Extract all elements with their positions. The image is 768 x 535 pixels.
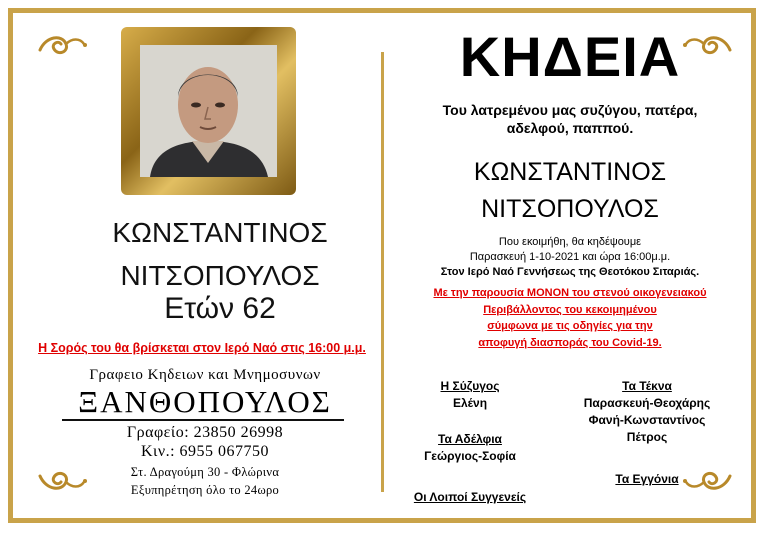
covid-line-3: σύμφωνα με τις οδηγίες για την	[487, 320, 653, 332]
phones	[45, 423, 365, 461]
children-line-1: Παρασκευή-Θεοχάρης	[583, 396, 711, 410]
name-line-2: ΝΙΤΣΟΠΟΥΛΟΣ	[481, 195, 659, 223]
brand-name: ΞΑΝΘΟΠΟΥΛΟΣ	[78, 384, 332, 419]
brand-underline	[62, 419, 344, 421]
portrait-photo	[140, 45, 277, 177]
funeral-details	[405, 235, 735, 265]
church: Στον Ιερό Ναό Γεννήσεως της Θεοτόκου Σιταριάς.	[440, 266, 700, 278]
children-heading: Τα Τέκνα	[622, 379, 672, 393]
intro	[405, 101, 735, 137]
coffin-notice: Η Σορός του θα βρίσκεται στον Ιερό Ναό στις 16:00 μ.μ.	[38, 341, 366, 355]
siblings-block	[400, 431, 540, 465]
name-line-1: ΚΩΝΣΤΑΝΤΙΝΟΣ	[473, 158, 667, 186]
service-hours: Εξυπηρέτηση όλο το 24ωρο	[130, 483, 280, 497]
man-portrait-icon	[140, 45, 277, 177]
address-block	[45, 463, 365, 499]
flourish-icon-top-left	[36, 30, 88, 60]
covid-line-4: αποφυγή διασποράς του Covid-19.	[478, 336, 662, 349]
spouse-block	[400, 378, 540, 412]
page-title: ΚΗΔΕΙΑ	[459, 25, 681, 88]
children-block	[572, 378, 722, 446]
children-line-3: Πέτρος	[626, 430, 668, 444]
covid-notice	[395, 285, 745, 351]
name-line-1: ΚΩΝΣΤΑΝΤΙΝΟΣ	[112, 217, 328, 248]
funeral-line-1: Που εκοιμήθη, θα κηδέψουμε	[498, 236, 642, 248]
children-line-2: Φανή-Κωνσταντίνος	[588, 413, 706, 427]
name-line-2: ΝΙΤΣΟΠΟΥΛΟΣ	[120, 260, 320, 291]
intro-line-2: αδελφού, παππού.	[506, 120, 634, 136]
grandchildren-heading: Τα Εγγόνια	[615, 472, 679, 486]
mobile-phone: Κιν.: 6955 067750	[140, 443, 270, 460]
others-heading: Οι Λοιποί Συγγενείς	[413, 490, 527, 504]
funeral-line-2: Παρασκευή 1-10-2021 και ώρα 16:00μ.μ.	[469, 251, 671, 263]
siblings-names: Γεώργιος-Σοφία	[424, 449, 516, 463]
deceased-name-left	[60, 211, 380, 297]
office-title: Γραφειο Κηδειων και Μνημοσυνων	[89, 367, 321, 383]
others-block	[390, 489, 550, 506]
spouse-heading: Η Σύζυγος	[440, 379, 500, 393]
grandchildren-block	[572, 471, 722, 488]
age: Ετών 62	[164, 292, 276, 325]
office-phone: Γραφείο: 23850 26998	[126, 424, 284, 441]
deceased-name-right	[405, 154, 735, 228]
portrait-frame	[121, 27, 296, 195]
covid-line-2: Περιβάλλοντος του κεκοιμημένου	[483, 303, 657, 316]
vertical-divider	[381, 52, 384, 492]
intro-line-1: Του λατρεμένου μας συζύγου, πατέρα,	[442, 102, 698, 118]
siblings-heading: Τα Αδέλφια	[438, 432, 502, 446]
address: Στ. Δραγούμη 30 - Φλώρινα	[130, 465, 280, 479]
covid-line-1: Με την παρουσία ΜΟΝΟΝ του στενού οικογενειακού	[433, 287, 707, 299]
spouse-name: Ελένη	[452, 396, 488, 410]
